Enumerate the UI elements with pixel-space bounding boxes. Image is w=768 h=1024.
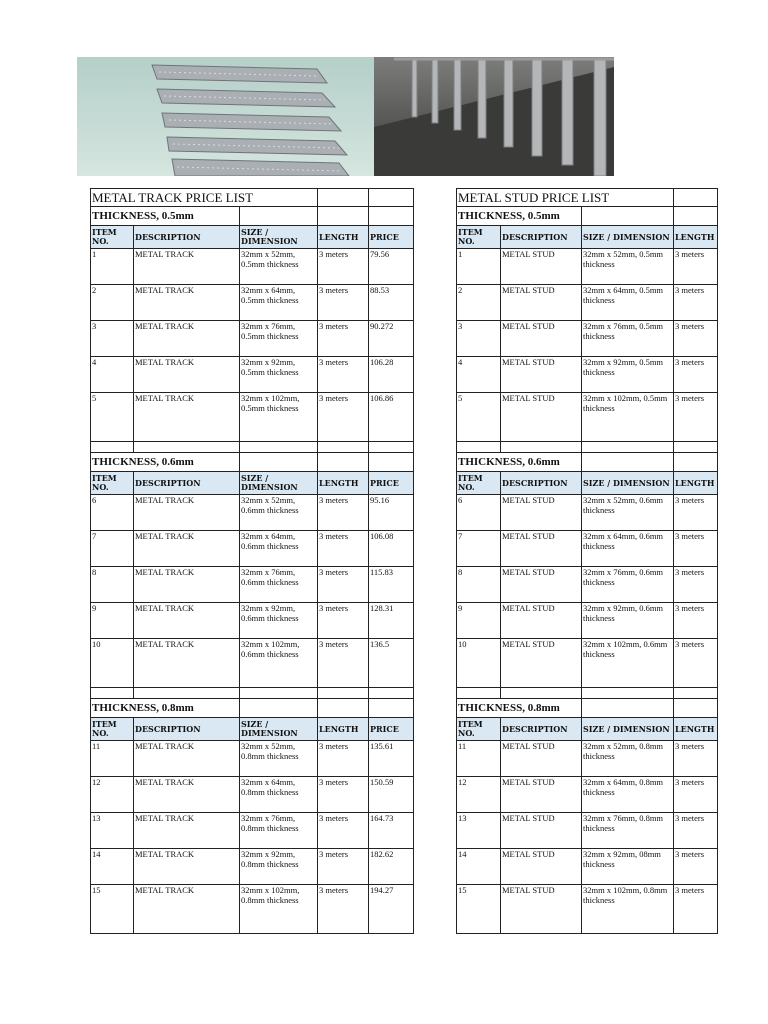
stud-price-list-title: METAL STUD PRICE LIST xyxy=(457,189,674,207)
cell-description: METAL STUD xyxy=(501,741,582,777)
column-header-description: DESCRIPTION xyxy=(501,718,582,741)
cell-length: 3 meters xyxy=(674,531,718,567)
table-row xyxy=(457,321,718,357)
cell-item-no: 3 xyxy=(91,321,134,357)
section-spacer-row xyxy=(91,688,414,699)
cell-item-no: 13 xyxy=(457,813,501,849)
cell-size: 32mm x 76mm, 0.5mm thickness xyxy=(582,321,674,357)
table-row xyxy=(457,849,718,885)
cell-size: 32mm x 102mm, 0.8mm thickness xyxy=(582,885,674,934)
column-header-item-no: ITEM NO. xyxy=(91,226,134,249)
cell-length: 3 meters xyxy=(318,531,369,567)
cell-size: 32mm x 52mm, 0.6mm thickness xyxy=(582,495,674,531)
cell-length: 3 meters xyxy=(674,603,718,639)
cell-length: 3 meters xyxy=(318,813,369,849)
thickness-heading: THICKNESS, 0.6mm xyxy=(457,453,582,472)
cell-item-no: 13 xyxy=(91,813,134,849)
cell-item-no: 1 xyxy=(457,249,501,285)
table-row xyxy=(457,777,718,813)
stud-title-row xyxy=(457,189,718,207)
cell-description: METAL TRACK xyxy=(134,393,240,442)
cell-length: 3 meters xyxy=(674,567,718,603)
cell-size: 32mm x 102mm, 0.5mm thickness xyxy=(582,393,674,442)
thickness-heading: THICKNESS, 0.6mm xyxy=(91,453,240,472)
cell-item-no: 9 xyxy=(457,603,501,639)
cell-length: 3 meters xyxy=(674,393,718,442)
cell-length: 3 meters xyxy=(318,285,369,321)
thickness-heading-row xyxy=(457,453,718,472)
cell-item-no: 11 xyxy=(457,741,501,777)
cell-description: METAL STUD xyxy=(501,777,582,813)
cell-description: METAL TRACK xyxy=(134,849,240,885)
table-row xyxy=(91,285,414,321)
column-header-description: DESCRIPTION xyxy=(501,226,582,249)
column-header-size: SIZE / DIMENSION xyxy=(240,226,318,249)
cell-length: 3 meters xyxy=(674,357,718,393)
cell-description: METAL TRACK xyxy=(134,885,240,934)
cell-description: METAL TRACK xyxy=(134,495,240,531)
cell-size: 32mm x 64mm, 0.8mm thickness xyxy=(582,777,674,813)
thickness-heading-row xyxy=(457,207,718,226)
track-title-row xyxy=(91,189,414,207)
cell-length: 3 meters xyxy=(674,285,718,321)
cell-item-no: 6 xyxy=(91,495,134,531)
cell-length: 3 meters xyxy=(318,567,369,603)
table-row xyxy=(457,603,718,639)
cell-size: 32mm x 76mm, 0.5mm thickness xyxy=(240,321,318,357)
cell-item-no: 6 xyxy=(457,495,501,531)
table-row xyxy=(91,249,414,285)
table-row xyxy=(91,741,414,777)
cell-price: 106.86 xyxy=(369,393,414,442)
column-header-length: LENGTH xyxy=(318,472,369,495)
cell-description: METAL TRACK xyxy=(134,777,240,813)
cell-price: 95.16 xyxy=(369,495,414,531)
column-header-price: PRICE xyxy=(369,718,414,741)
cell-description: METAL STUD xyxy=(501,639,582,688)
cell-item-no: 8 xyxy=(457,567,501,603)
cell-size: 32mm x 102mm, 0.6mm thickness xyxy=(582,639,674,688)
column-header-size: SIZE / DIMENSION xyxy=(240,472,318,495)
column-header-size: SIZE / DIMENSION xyxy=(582,226,674,249)
cell-price: 136.5 xyxy=(369,639,414,688)
cell-price: 106.08 xyxy=(369,531,414,567)
thickness-heading-row xyxy=(457,699,718,718)
cell-price: 135.61 xyxy=(369,741,414,777)
cell-size: 32mm x 76mm, 0.6mm thickness xyxy=(240,567,318,603)
cell-description: METAL TRACK xyxy=(134,285,240,321)
column-header-item-no: ITEM NO. xyxy=(457,472,501,495)
column-header-length: LENGTH xyxy=(318,226,369,249)
cell-item-no: 10 xyxy=(457,639,501,688)
cell-size: 32mm x 76mm, 0.6mm thickness xyxy=(582,567,674,603)
cell-price: 182.62 xyxy=(369,849,414,885)
thickness-heading-row xyxy=(91,207,414,226)
cell-item-no: 2 xyxy=(457,285,501,321)
cell-description: METAL TRACK xyxy=(134,741,240,777)
cell-item-no: 14 xyxy=(457,849,501,885)
cell-description: METAL TRACK xyxy=(134,321,240,357)
cell-size: 32mm x 64mm, 0.6mm thickness xyxy=(240,531,318,567)
section-spacer-row xyxy=(457,442,718,453)
table-row xyxy=(457,885,718,934)
cell-length: 3 meters xyxy=(318,393,369,442)
cell-size: 32mm x 92mm, 0.5mm thickness xyxy=(582,357,674,393)
metal-stud-wall-photo xyxy=(374,57,614,176)
cell-size: 32mm x 52mm, 0.6mm thickness xyxy=(240,495,318,531)
column-header-price: PRICE xyxy=(369,226,414,249)
track-price-list-title: METAL TRACK PRICE LIST xyxy=(91,189,318,207)
cell-length: 3 meters xyxy=(318,639,369,688)
table-row xyxy=(457,813,718,849)
cell-description: METAL STUD xyxy=(501,849,582,885)
column-header-length: LENGTH xyxy=(674,472,718,495)
table-row xyxy=(457,741,718,777)
cell-item-no: 10 xyxy=(91,639,134,688)
table-row xyxy=(91,813,414,849)
cell-length: 3 meters xyxy=(318,357,369,393)
cell-length: 3 meters xyxy=(674,885,718,934)
cell-item-no: 12 xyxy=(91,777,134,813)
column-header-item-no: ITEM NO. xyxy=(457,226,501,249)
cell-description: METAL STUD xyxy=(501,885,582,934)
cell-description: METAL STUD xyxy=(501,531,582,567)
cell-length: 3 meters xyxy=(318,321,369,357)
cell-price: 128.31 xyxy=(369,603,414,639)
cell-item-no: 7 xyxy=(91,531,134,567)
cell-price: 164.73 xyxy=(369,813,414,849)
cell-description: METAL STUD xyxy=(501,285,582,321)
thickness-heading-row xyxy=(91,453,414,472)
cell-description: METAL STUD xyxy=(501,249,582,285)
thickness-heading: THICKNESS, 0.8mm xyxy=(457,699,582,718)
table-row xyxy=(91,321,414,357)
column-header-row xyxy=(457,472,718,495)
cell-price: 115.83 xyxy=(369,567,414,603)
cell-length: 3 meters xyxy=(674,741,718,777)
cell-size: 32mm x 92mm, 0.8mm thickness xyxy=(240,849,318,885)
cell-size: 32mm x 76mm, 0.8mm thickness xyxy=(582,813,674,849)
table-row xyxy=(91,567,414,603)
cell-size: 32mm x 92mm, 0.6mm thickness xyxy=(240,603,318,639)
column-header-size: SIZE / DIMENSION xyxy=(582,718,674,741)
cell-item-no: 11 xyxy=(91,741,134,777)
cell-size: 32mm x 52mm, 0.8mm thickness xyxy=(582,741,674,777)
cell-length: 3 meters xyxy=(318,741,369,777)
table-row xyxy=(91,495,414,531)
cell-length: 3 meters xyxy=(674,849,718,885)
cell-price: 106.28 xyxy=(369,357,414,393)
cell-description: METAL TRACK xyxy=(134,357,240,393)
cell-item-no: 14 xyxy=(91,849,134,885)
cell-price: 79.56 xyxy=(369,249,414,285)
cell-length: 3 meters xyxy=(318,495,369,531)
cell-price: 150.59 xyxy=(369,777,414,813)
cell-length: 3 meters xyxy=(674,321,718,357)
table-row xyxy=(91,393,414,442)
cell-item-no: 8 xyxy=(91,567,134,603)
table-row xyxy=(91,849,414,885)
cell-item-no: 15 xyxy=(457,885,501,934)
table-row xyxy=(457,249,718,285)
metal-track-photo xyxy=(77,57,374,176)
cell-description: METAL STUD xyxy=(501,603,582,639)
cell-description: METAL STUD xyxy=(501,567,582,603)
cell-description: METAL STUD xyxy=(501,813,582,849)
cell-description: METAL STUD xyxy=(501,357,582,393)
cell-size: 32mm x 64mm, 0.8mm thickness xyxy=(240,777,318,813)
cell-description: METAL TRACK xyxy=(134,249,240,285)
column-header-row xyxy=(91,718,414,741)
cell-size: 32mm x 64mm, 0.5mm thickness xyxy=(582,285,674,321)
cell-length: 3 meters xyxy=(318,885,369,934)
cell-item-no: 1 xyxy=(91,249,134,285)
table-row xyxy=(457,495,718,531)
thickness-heading: THICKNESS, 0.5mm xyxy=(457,207,582,226)
cell-description: METAL TRACK xyxy=(134,603,240,639)
cell-price: 88.53 xyxy=(369,285,414,321)
cell-length: 3 meters xyxy=(318,777,369,813)
cell-length: 3 meters xyxy=(674,249,718,285)
cell-item-no: 15 xyxy=(91,885,134,934)
table-row xyxy=(91,531,414,567)
cell-size: 32mm x 52mm, 0.5mm thickness xyxy=(582,249,674,285)
column-header-description: DESCRIPTION xyxy=(134,226,240,249)
column-header-item-no: ITEM NO. xyxy=(91,472,134,495)
cell-item-no: 4 xyxy=(457,357,501,393)
cell-length: 3 meters xyxy=(674,777,718,813)
section-spacer-row xyxy=(457,688,718,699)
cell-size: 32mm x 92mm, 0.5mm thickness xyxy=(240,357,318,393)
cell-size: 32mm x 92mm, 08mm thickness xyxy=(582,849,674,885)
cell-size: 32mm x 64mm, 0.5mm thickness xyxy=(240,285,318,321)
table-row xyxy=(91,885,414,934)
table-row xyxy=(91,357,414,393)
cell-item-no: 2 xyxy=(91,285,134,321)
thickness-heading: THICKNESS, 0.8mm xyxy=(91,699,240,718)
cell-item-no: 12 xyxy=(457,777,501,813)
table-row xyxy=(457,357,718,393)
column-header-length: LENGTH xyxy=(318,718,369,741)
table-row xyxy=(91,777,414,813)
cell-size: 32mm x 52mm, 0.8mm thickness xyxy=(240,741,318,777)
cell-price: 194.27 xyxy=(369,885,414,934)
column-header-size: SIZE / DIMENSION xyxy=(240,718,318,741)
column-header-row xyxy=(457,226,718,249)
column-header-description: DESCRIPTION xyxy=(134,718,240,741)
cell-item-no: 5 xyxy=(91,393,134,442)
column-header-length: LENGTH xyxy=(674,718,718,741)
cell-length: 3 meters xyxy=(318,249,369,285)
metal-track-price-table xyxy=(90,188,414,934)
thickness-heading: THICKNESS, 0.5mm xyxy=(91,207,240,226)
cell-size: 32mm x 64mm, 0.6mm thickness xyxy=(582,531,674,567)
cell-item-no: 9 xyxy=(91,603,134,639)
cell-item-no: 3 xyxy=(457,321,501,357)
column-header-item-no: ITEM NO. xyxy=(457,718,501,741)
table-row xyxy=(457,531,718,567)
column-header-price: PRICE xyxy=(369,472,414,495)
metal-stud-price-table xyxy=(456,188,718,934)
cell-description: METAL STUD xyxy=(501,321,582,357)
cell-length: 3 meters xyxy=(674,639,718,688)
cell-description: METAL TRACK xyxy=(134,813,240,849)
cell-description: METAL STUD xyxy=(501,495,582,531)
cell-description: METAL STUD xyxy=(501,393,582,442)
cell-item-no: 7 xyxy=(457,531,501,567)
cell-item-no: 4 xyxy=(91,357,134,393)
thickness-heading-row xyxy=(91,699,414,718)
table-row xyxy=(91,639,414,688)
cell-length: 3 meters xyxy=(318,849,369,885)
cell-size: 32mm x 102mm, 0.6mm thickness xyxy=(240,639,318,688)
cell-description: METAL TRACK xyxy=(134,567,240,603)
table-row xyxy=(457,639,718,688)
cell-length: 3 meters xyxy=(674,813,718,849)
column-header-item-no: ITEM NO. xyxy=(91,718,134,741)
column-header-length: LENGTH xyxy=(674,226,718,249)
cell-description: METAL TRACK xyxy=(134,639,240,688)
cell-description: METAL TRACK xyxy=(134,531,240,567)
cell-size: 32mm x 102mm, 0.5mm thickness xyxy=(240,393,318,442)
table-row xyxy=(457,393,718,442)
section-spacer-row xyxy=(91,442,414,453)
cell-size: 32mm x 52mm, 0.5mm thickness xyxy=(240,249,318,285)
table-row xyxy=(457,285,718,321)
column-header-row xyxy=(91,472,414,495)
column-header-row xyxy=(91,226,414,249)
cell-size: 32mm x 76mm, 0.8mm thickness xyxy=(240,813,318,849)
cell-item-no: 5 xyxy=(457,393,501,442)
column-header-row xyxy=(457,718,718,741)
column-header-size: SIZE / DIMENSION xyxy=(582,472,674,495)
table-row xyxy=(457,567,718,603)
cell-length: 3 meters xyxy=(674,495,718,531)
column-header-description: DESCRIPTION xyxy=(134,472,240,495)
table-row xyxy=(91,603,414,639)
cell-size: 32mm x 92mm, 0.6mm thickness xyxy=(582,603,674,639)
cell-length: 3 meters xyxy=(318,603,369,639)
cell-size: 32mm x 102mm, 0.8mm thickness xyxy=(240,885,318,934)
cell-price: 90.272 xyxy=(369,321,414,357)
column-header-description: DESCRIPTION xyxy=(501,472,582,495)
